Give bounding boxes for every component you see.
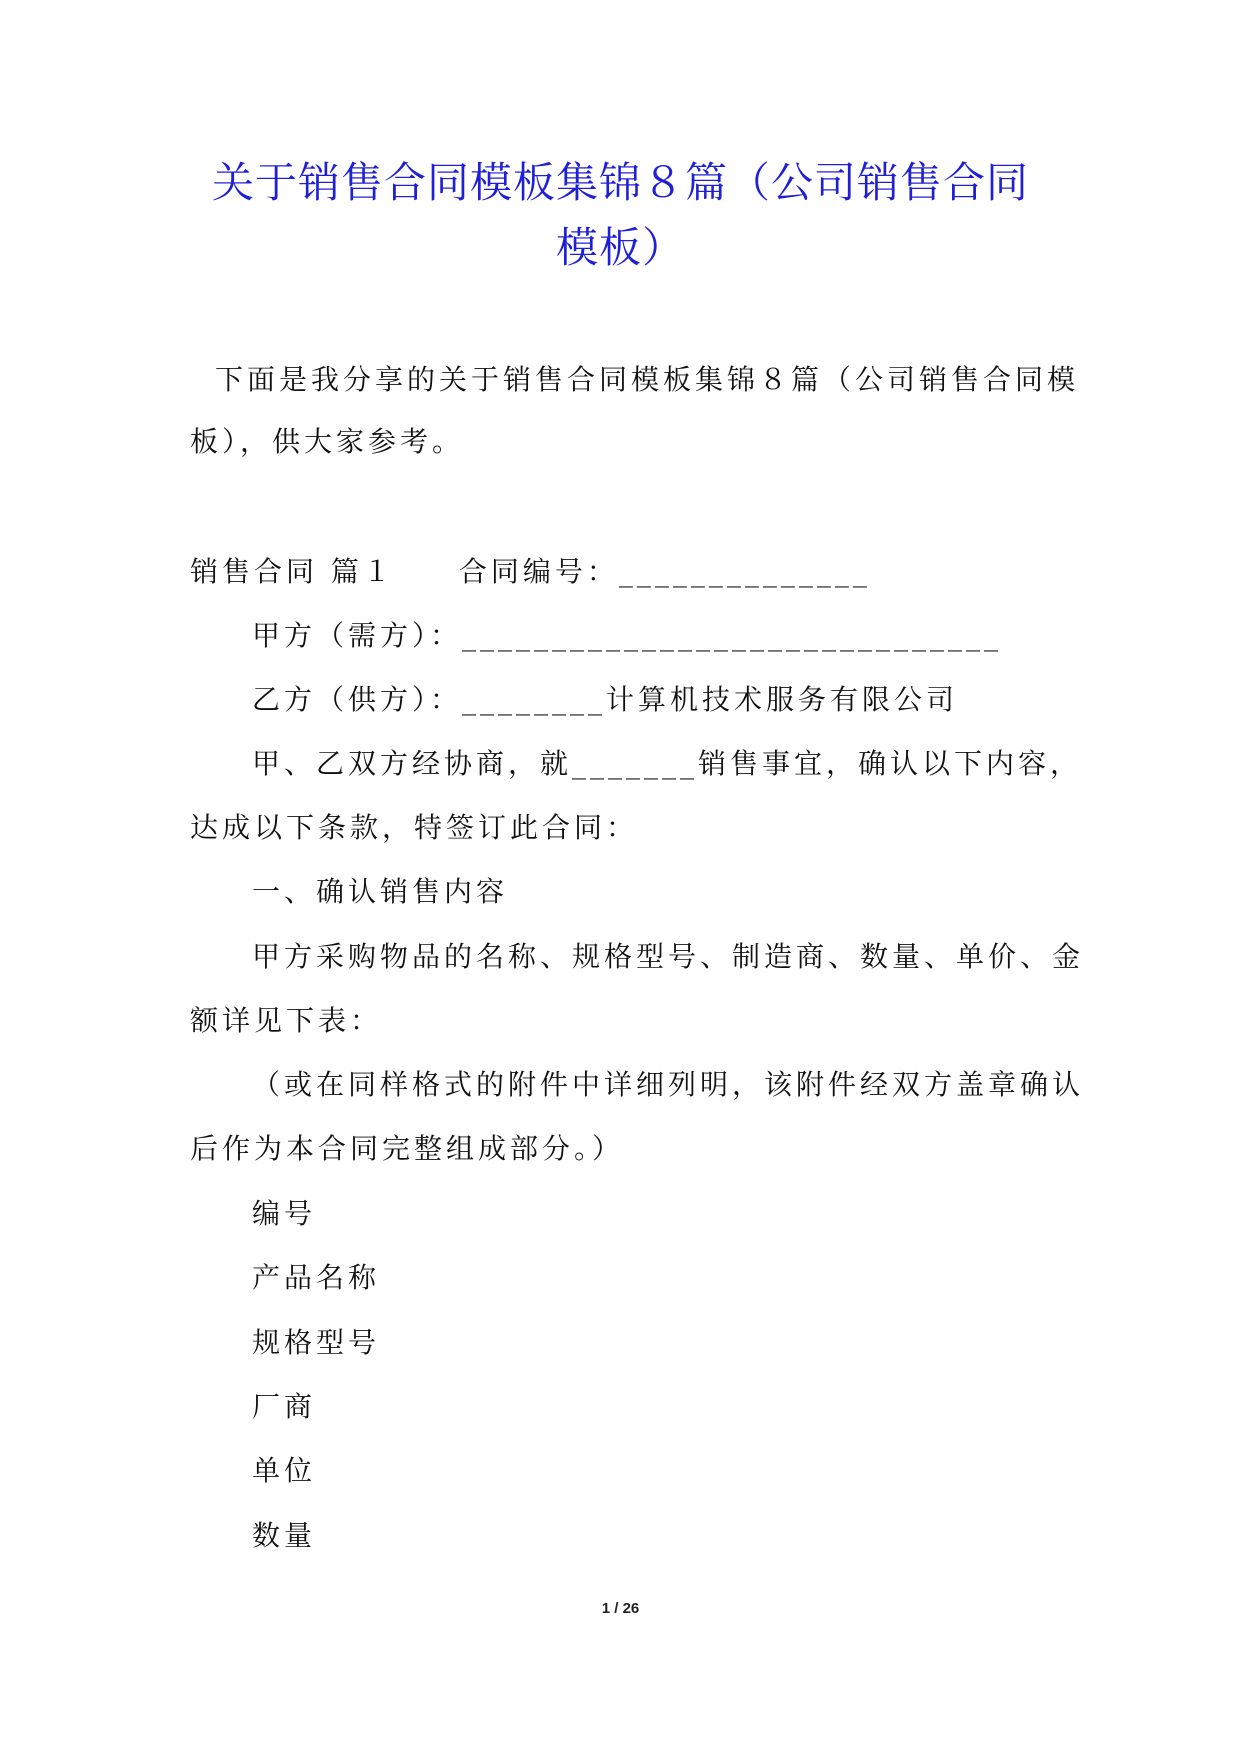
party-a-line: 甲方（需方）：______________________________ [252, 619, 1003, 652]
detail-line-1: 甲方采购物品的名称、规格型号、制造商、数量、单价、金 [252, 940, 1085, 973]
detail-line-2: 额详见下表： [190, 1004, 383, 1037]
table-field-unit: 单位 [252, 1454, 317, 1487]
clause-one-heading: 一、确认销售内容 [252, 875, 509, 908]
document-title-line-1: 关于销售合同模板集锦８篇（公司销售合同 [211, 158, 1029, 207]
party-b-line: 乙方（供方）：________计算机技术服务有限公司 [252, 683, 959, 716]
agreement-line-2: 达成以下条款，特签订此合同： [190, 811, 639, 844]
note-line-2: 后作为本合同完整组成部分。） [190, 1132, 625, 1165]
intro-line-2: 板），供大家参考。 [190, 425, 465, 458]
table-field-product-name: 产品名称 [252, 1261, 381, 1294]
document-title-line-2: 模板） [555, 223, 685, 272]
table-field-manufacturer: 厂商 [252, 1390, 317, 1423]
intro-line-1: 下面是我分享的关于销售合同模板集锦８篇（公司销售合同模 [215, 363, 1080, 396]
table-field-spec-model: 规格型号 [252, 1326, 381, 1359]
section-heading: 销售合同 篇１ 合同编号：______________ [190, 555, 871, 588]
agreement-line-1: 甲、乙双方经协商，就_______销售事宜，确认以下内容， [252, 747, 1083, 780]
table-field-quantity: 数量 [252, 1519, 317, 1552]
table-field-number: 编号 [252, 1197, 317, 1230]
page-number: 1 / 26 [601, 1600, 640, 1617]
note-line-1: （或在同样格式的附件中详细列明，该附件经双方盖章确认 [252, 1068, 1085, 1101]
